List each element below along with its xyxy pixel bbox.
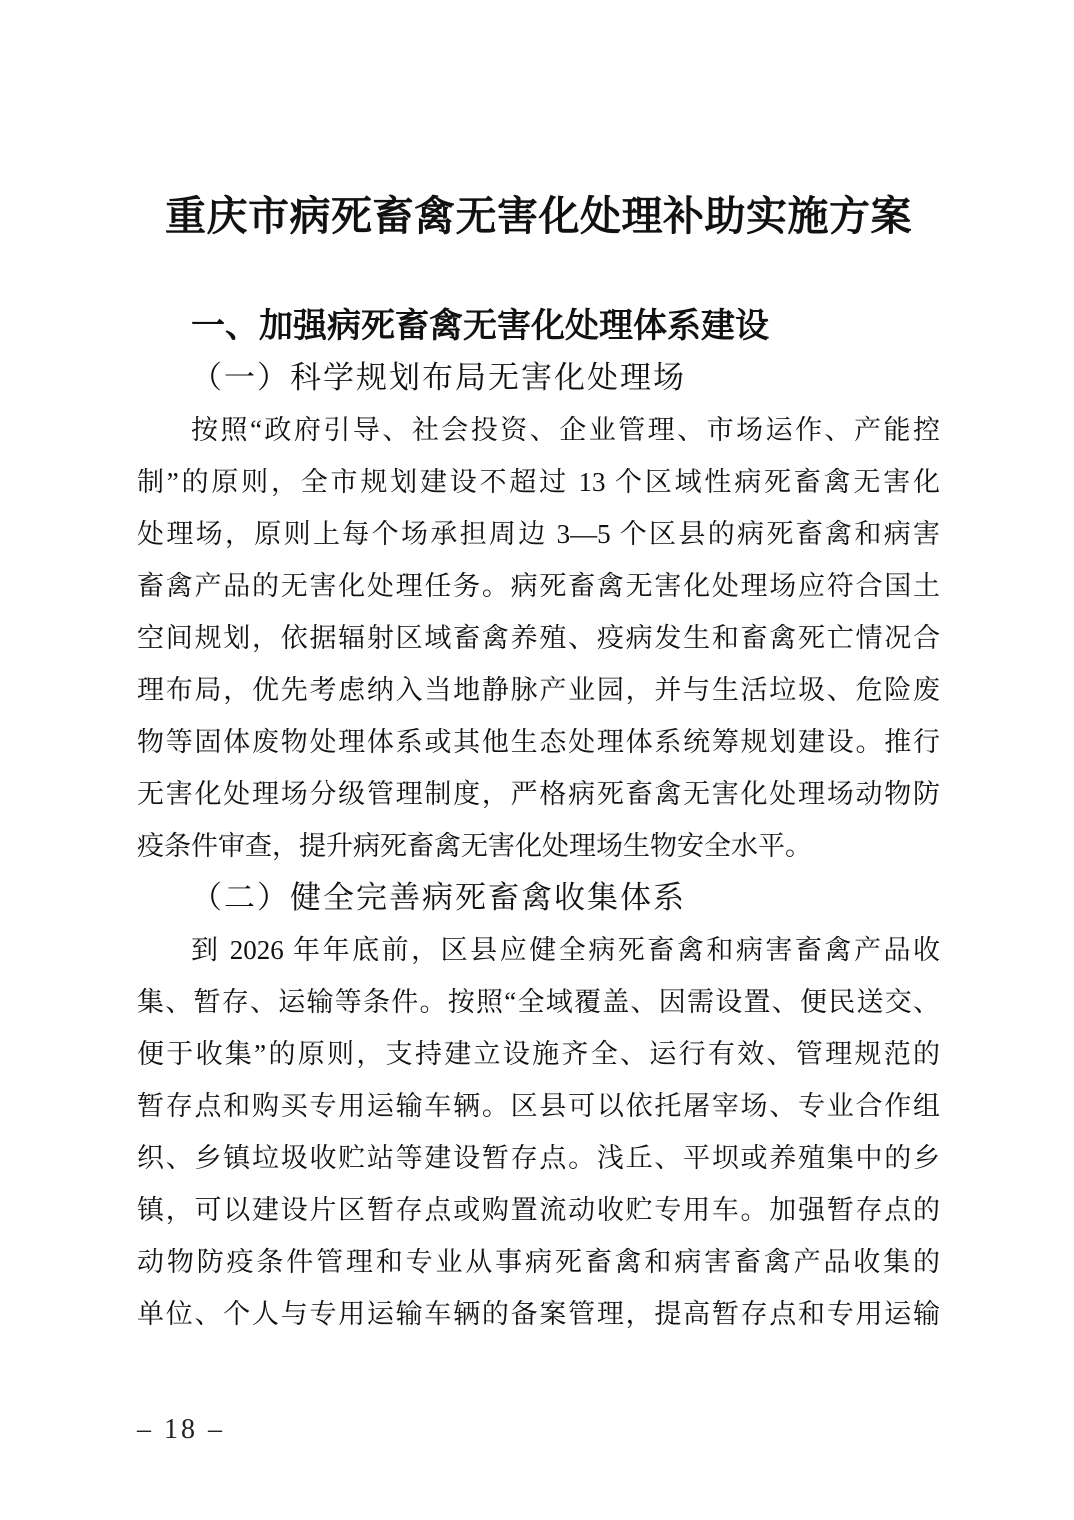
- body-line: 按照“政府引导、社会投资、企业管理、市场运作、产能控: [191, 415, 940, 445]
- page-number: – 18 –: [137, 1414, 225, 1445]
- subsection-1-heading: （一）科学规划布局无害化处理场: [191, 360, 686, 395]
- body-line: 集、暂存、运输等条件。按照“全域覆盖、因需设置、便民送交、: [137, 987, 940, 1017]
- section-1-heading: 一、加强病死畜禽无害化处理体系建设: [191, 307, 769, 345]
- body-line: 理布局，优先考虑纳入当地静脉产业园，并与生活垃圾、危险废: [137, 675, 940, 705]
- body-line: 疫条件审查，提升病死畜禽无害化处理场生物安全水平。: [137, 831, 812, 861]
- document-title: 重庆市病死畜禽无害化处理补助实施方案: [165, 193, 912, 239]
- body-line: 暂存点和购买专用运输车辆。区县可以依托屠宰场、专业合作组: [137, 1091, 940, 1121]
- body-line: 织、乡镇垃圾收贮站等建设暂存点。浅丘、平坝或养殖集中的乡: [137, 1143, 940, 1173]
- body-line: 处理场，原则上每个场承担周边 3—5 个区县的病死畜禽和病害: [137, 519, 940, 549]
- body-line: 便于收集”的原则，支持建立设施齐全、运行有效、管理规范的: [137, 1039, 940, 1069]
- body-line: 到 2026 年年底前，区县应健全病死畜禽和病害畜禽产品收: [191, 935, 940, 965]
- body-line: 动物防疫条件管理和专业从事病死畜禽和病害畜禽产品收集的: [137, 1247, 940, 1277]
- body-line: 无害化处理场分级管理制度，严格病死畜禽无害化处理场动物防: [137, 779, 940, 809]
- body-line: 制”的原则，全市规划建设不超过 13 个区域性病死畜禽无害化: [137, 467, 940, 497]
- body-line: 空间规划，依据辐射区域畜禽养殖、疫病发生和畜禽死亡情况合: [137, 623, 940, 653]
- body-line: 镇，可以建设片区暂存点或购置流动收贮专用车。加强暂存点的: [137, 1195, 940, 1225]
- document-content: [137, 0, 940, 1520]
- body-line: 单位、个人与专用运输车辆的备案管理，提高暂存点和专用运输: [137, 1299, 940, 1329]
- subsection-2-heading: （二）健全完善病死畜禽收集体系: [191, 880, 686, 915]
- body-line: 物等固体废物处理体系或其他生态处理体系统筹规划建设。推行: [137, 727, 940, 757]
- body-line: 畜禽产品的无害化处理任务。病死畜禽无害化处理场应符合国土: [137, 571, 940, 601]
